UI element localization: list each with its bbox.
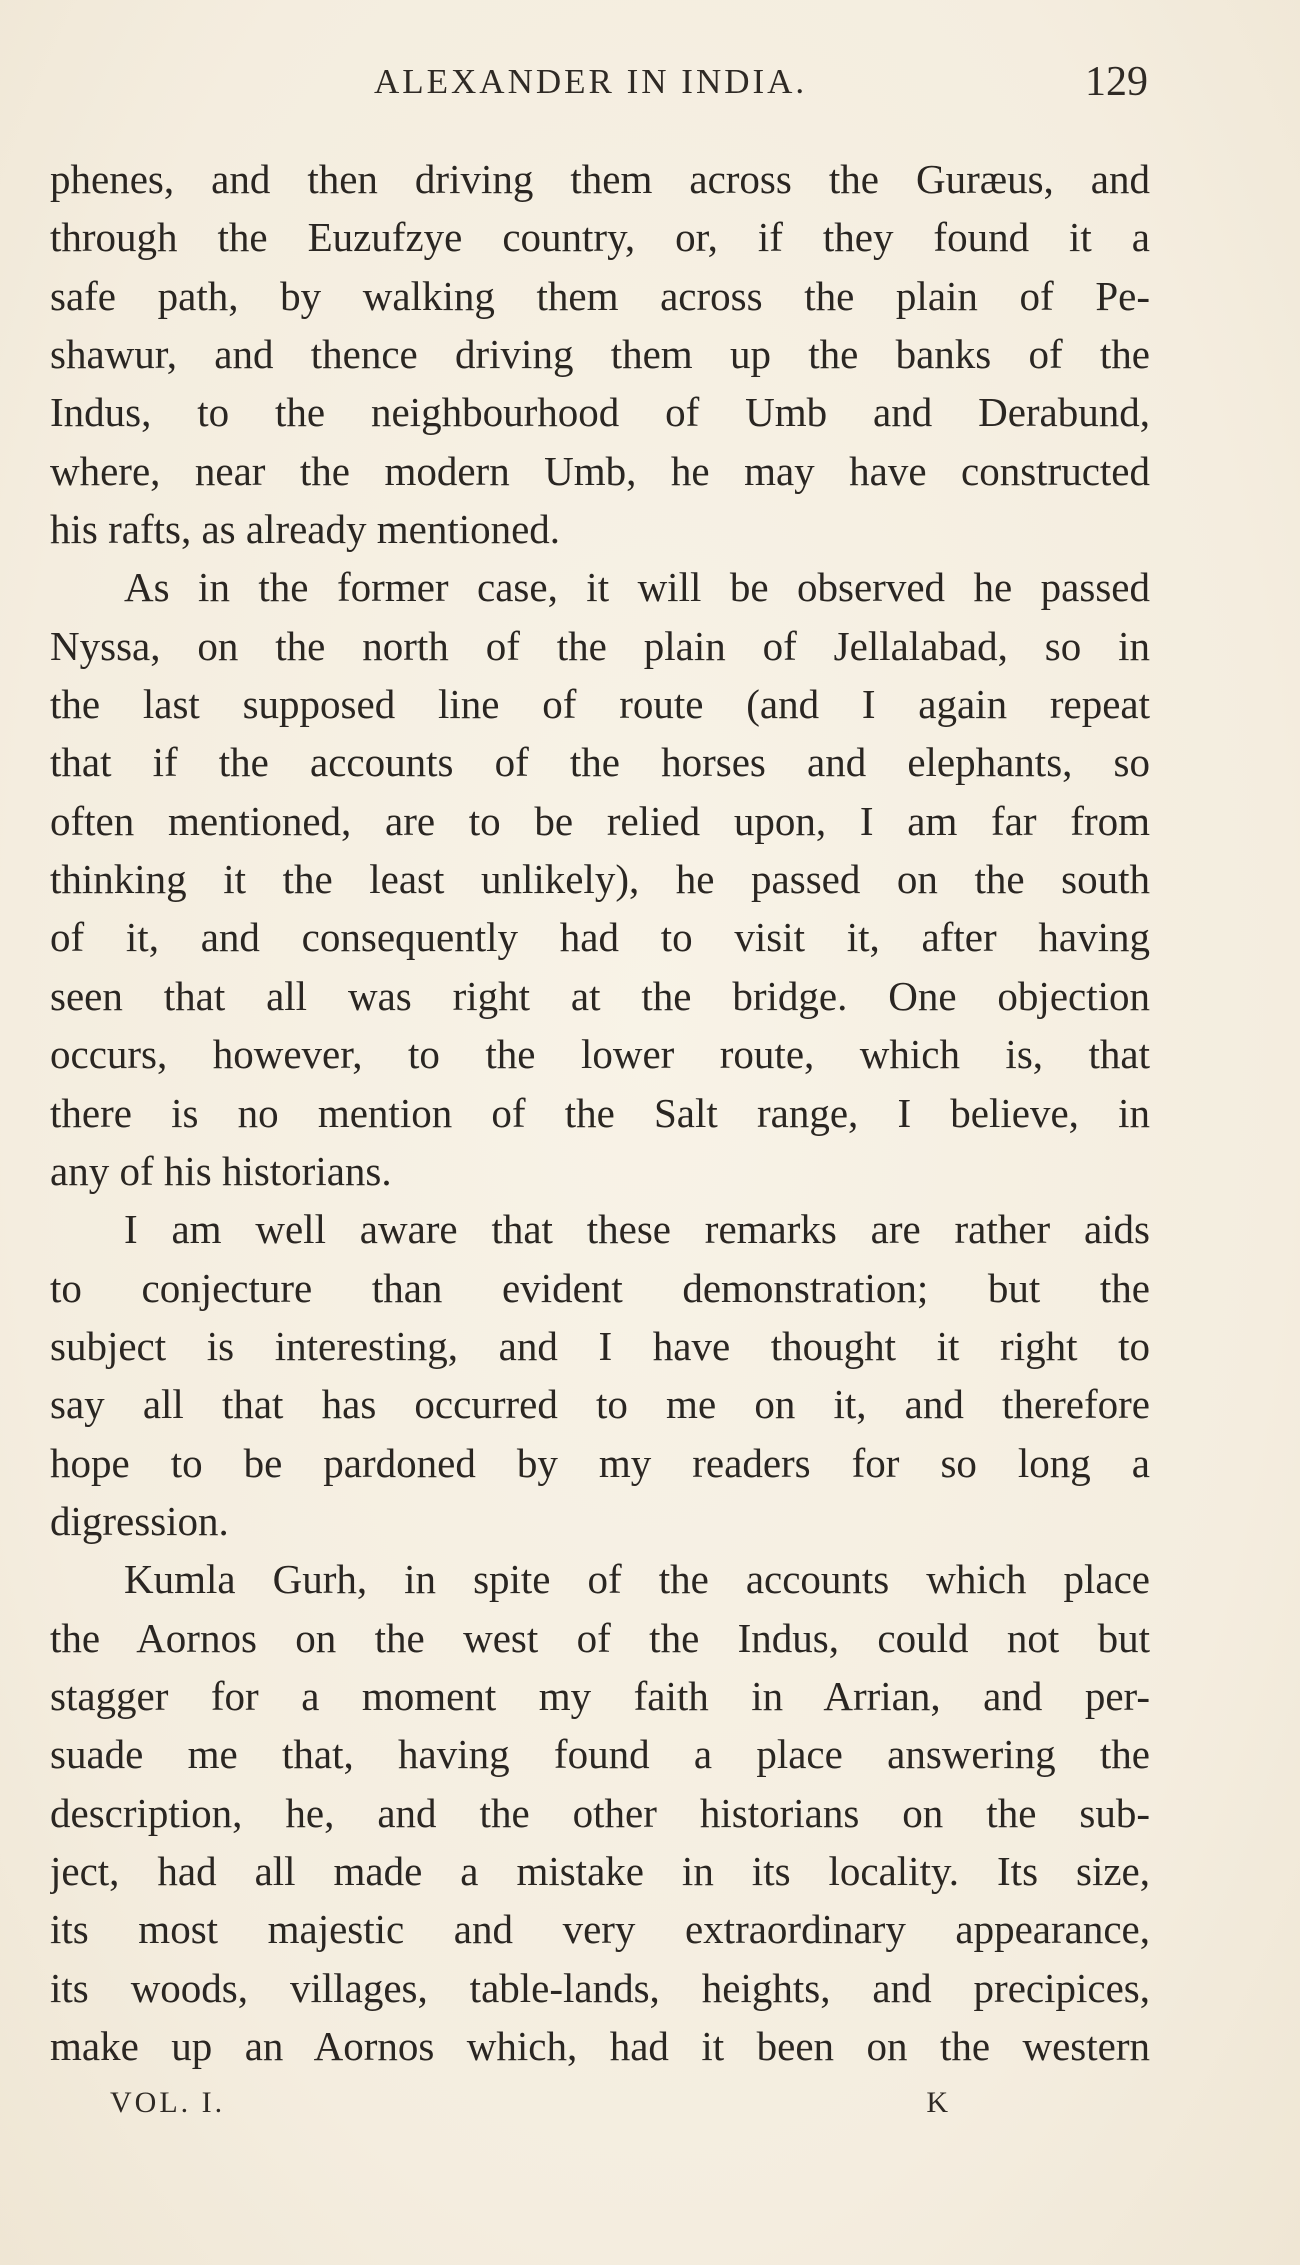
text-line: occurs, however, to the lower route, which is, that <box>50 1031 1150 1078</box>
text-line: subject is interesting, and I have thought it right to <box>50 1322 1150 1369</box>
text-line: ject, had all made a mistake in its locality. Its size, <box>50 1847 1150 1894</box>
text-line: Kumla Gurh, in spite of the accounts which place <box>124 1556 1150 1603</box>
page-footer <box>110 2086 950 2136</box>
text-line: phenes, and then driving them across the Guræus, and <box>50 156 1150 202</box>
text-line: make up an Aornos which, had it been on the western <box>50 2023 1150 2069</box>
text-line: digression. <box>50 1497 229 1544</box>
text-line: safe path, by walking them across the plain of Pe- <box>50 272 1150 319</box>
text-line: the Aornos on the west of the Indus, could not but <box>50 1614 1150 1661</box>
page-number: 129 <box>1085 59 1148 105</box>
volume-label: VOL. I. <box>110 2086 226 2119</box>
text-line: I am well aware that these remarks are rather aids <box>124 1206 1150 1253</box>
text-line: thinking it the least unlikely), he passed on the south <box>50 856 1150 903</box>
text-line: any of his historians. <box>50 1147 392 1194</box>
text-line: description, he, and the other historians on the sub- <box>50 1789 1150 1836</box>
text-line: shawur, and thence driving them up the banks of the <box>50 331 1150 378</box>
text-line: hope to be pardoned by my readers for so long a <box>50 1439 1150 1486</box>
text-line: through the Euzufzye country, or, if they found it a <box>50 214 1150 261</box>
text-line: As in the former case, it will be observed he passed <box>124 564 1150 611</box>
text-line: that if the accounts of the horses and elephants, so <box>50 739 1150 786</box>
text-line: stagger for a moment my faith in Arrian, and per- <box>50 1672 1150 1719</box>
text-line: Nyssa, on the north of the plain of Jellalabad, so in <box>50 622 1150 669</box>
text-line: where, near the modern Umb, he may have constructed <box>50 447 1150 494</box>
running-title: ALEXANDER IN INDIA. <box>374 62 808 101</box>
signature-mark: K <box>926 2086 950 2119</box>
text-line: its woods, villages, table-lands, heights, and precipices, <box>50 1964 1150 2011</box>
text-line: often mentioned, are to be relied upon, I am far from <box>50 797 1150 844</box>
text-line: say all that has occurred to me on it, and therefore <box>50 1381 1150 1428</box>
body-text <box>50 150 1150 2075</box>
text-line: Indus, to the neighbourhood of Umb and Derabund, <box>50 389 1150 436</box>
running-head <box>48 58 1148 118</box>
text-line: seen that all was right at the bridge. One objection <box>50 972 1150 1019</box>
text-line: suade me that, having found a place answering the <box>50 1731 1150 1778</box>
text-line: the last supposed line of route (and I again repeat <box>50 681 1150 728</box>
text-line: of it, and consequently had to visit it, after having <box>50 914 1150 961</box>
text-line: its most majestic and very extraordinary appearance, <box>50 1906 1150 1953</box>
text-line: there is no mention of the Salt range, I believe, in <box>50 1089 1150 1136</box>
text-line: his rafts, as already mentioned. <box>50 506 561 553</box>
text-line: to conjecture than evident demonstration; but the <box>50 1264 1150 1311</box>
